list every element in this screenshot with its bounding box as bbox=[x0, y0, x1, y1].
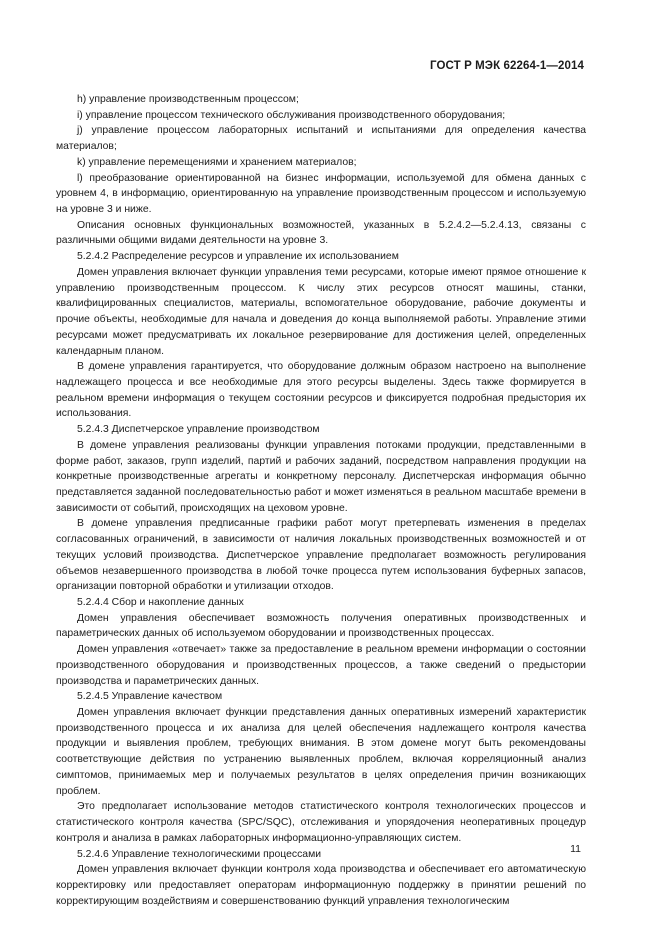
paragraph: Домен управления включает функции управления теми ресурсами, которые имеют прямое отношение к управлению производственным процессом. К числу этих ресурсов относят машины, станки, квалифицированных специалистов, материалы, вспомогательное оборудование, рабочие документы и прочие объекты, необходимые для начала и доведения до конца выполняемой работы. Управление этими ресурсами может предусматривать их локальное резервирование для достижения целей, определенных календарным планом. bbox=[56, 266, 586, 357]
paragraph: Это предполагает использование методов статистического контроля технологических процессов и статистического контроля качества (SPC/SQC), отслеживания и упорядочения неоперативных процедур контроля и анализа в рамках лабораторных информационно-управляющих систем. bbox=[56, 801, 586, 844]
list-item-i: i) управление процессом технического обслуживания производственного оборудования; bbox=[77, 109, 506, 121]
paragraph: Описания основных функциональных возможностей, указанных в 5.2.4.2—5.2.4.13, связаны с различными общими видами деятельности на уровне 3. bbox=[56, 219, 586, 247]
list-item-h: h) управление производственным процессом; bbox=[77, 94, 299, 105]
list-item-j: j) управление процессом лабораторных испытаний и испытаниями для определения качества материалов; bbox=[56, 125, 586, 153]
list-item-l: l) преобразование ориентированной на бизнес информации, используемой для обмена данных с уровнем 4, в информацию, ориентированную на управление производственным процессом и используемую на уровне 3 и ниже. bbox=[56, 172, 586, 216]
page-number: 11 bbox=[570, 843, 581, 855]
body-text bbox=[56, 92, 586, 909]
list-item-k: k) управление перемещениями и хранением материалов; bbox=[77, 156, 357, 168]
paragraph: Домен управления включает функции контроля хода производства и обеспечивает его автоматическую корректировку или предоставляет операторам информационную поддержку в принятии решений по корректирующим воздействиям и совершенствованию функций управления технологическим bbox=[56, 864, 586, 907]
section-heading-5-2-4-6: 5.2.4.6 Управление технологическими процессами bbox=[77, 848, 322, 860]
section-heading-5-2-4-5: 5.2.4.5 Управление качеством bbox=[77, 691, 223, 703]
section-heading-5-2-4-4: 5.2.4.4 Сбор и накопление данных bbox=[77, 597, 244, 608]
paragraph: В домене управления гарантируется, что оборудование должным образом настроено на выполнение надлежащего процесса и все необходимые для этого ресурсы выделены. Здесь также формируется в реальном времени информация о текущем состоянии ресурсов и фиксируется подробная предыстория их использования. bbox=[56, 361, 586, 420]
paragraph: Домен управления «отвечает» также за предоставление в реальном времени информации о состоянии производственного оборудования и производственных процессов, а также сведений о предыстории производства и параметрических данных. bbox=[56, 644, 586, 687]
paragraph: В домене управления реализованы функции управления потоками продукции, представленными в форме работ, заказов, групп изделий, партий и рабочих заданий, посредством направления продукции на конкретные производственные агрегаты и конкретному персоналу. Диспетчерская информация обычно представляется заданной последовательностью работ и может изменяться в реальном масштабе времени в зависимости от событий, происходящих на цеховом уровне. bbox=[56, 439, 586, 514]
paragraph: В домене управления предписанные графики работ могут претерпевать изменения в пределах согласованных ограничений, в зависимости от наличия локальных производственных возможностей и от текущих условий производства. Диспетчерское управление предполагает возможность регулирования объемов незавершенного производства в любой точке процесса путем использования буферных запасов, организации повторной обработки и утилизации отходов. bbox=[56, 518, 586, 593]
standard-header: ГОСТ Р МЭК 62264-1—2014 bbox=[430, 60, 584, 72]
section-heading-5-2-4-2: 5.2.4.2 Распределение ресурсов и управление их использованием bbox=[77, 251, 399, 263]
section-heading-5-2-4-3: 5.2.4.3 Диспетчерское управление производством bbox=[77, 424, 320, 436]
paragraph: Домен управления обеспечивает возможность получения оперативных производственных и параметрических данных об используемом оборудовании и производственных процессах. bbox=[56, 612, 586, 640]
paragraph: Домен управления включает функции представления данных оперативных измерений характеристик производственного процесса и их анализа для целей обеспечения надлежащего контроля качества продукции и выявления проблем, требующих внимания. В этом домене могут быть рекомендованы соответствующие действия по устранению выявленных проблем, включая корреляционный анализ симптомов, принимаемых мер и получаемых результатов в целях определения причин возникающих проблем. bbox=[56, 707, 586, 797]
